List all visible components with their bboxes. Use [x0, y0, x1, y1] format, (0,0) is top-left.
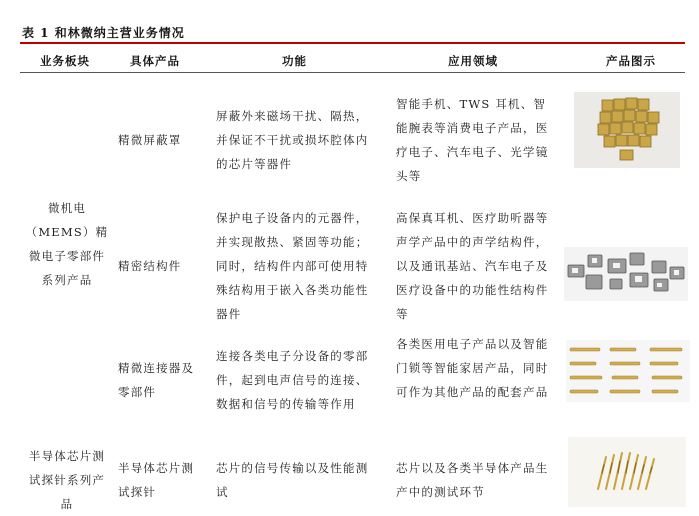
header-application: 应用领域	[448, 54, 498, 68]
row-3-application: 各类医用电子产品以及智能门锁等智能家居产品，同时可作为其他产品的配套产品	[396, 337, 549, 399]
row-2-function: 保护电子设备内的元器件，并实现散热、紧固等功能；同时，结构件内部可使用特殊结构用于嵌入各类功能性器件	[216, 211, 369, 321]
test-probes-photo	[568, 437, 686, 507]
shield-cover-photo	[574, 92, 680, 168]
header-function: 功能	[282, 54, 307, 68]
header-rule	[20, 72, 685, 73]
structural-parts-photo	[564, 247, 688, 301]
table-title: 表 1 和林微纳主营业务情况	[22, 26, 185, 40]
row-4-application: 芯片以及各类半导体产品生产中的测试环节	[396, 461, 549, 499]
row-1-application: 智能手机、TWS 耳机、智能腕表等消费电子产品，医疗电子、汽车电子、光学镜头等	[396, 97, 549, 183]
segment-probe: 半导体芯片测试探针系列产品	[28, 449, 106, 511]
row-1-function: 屏蔽外来磁场干扰、隔热，并保证不干扰或损坏腔体内的芯片等器件	[216, 109, 369, 171]
row-3-function: 连接各类电子分设备的零部件，起到电声信号的连接、数据和信号的传输等作用	[216, 349, 369, 411]
row-2-application: 高保真耳机、医疗助听器等声学产品中的声学结构件，以及通讯基站、汽车电子及医疗设备中的功能性结构件等	[396, 211, 549, 321]
header-product: 具体产品	[130, 54, 180, 68]
row-2-product: 精密结构件	[118, 259, 182, 273]
row-4-product: 半导体芯片测试探针	[118, 461, 195, 499]
connector-pins-photo	[566, 340, 690, 402]
row-4-function: 芯片的信号传输以及性能测试	[216, 461, 369, 499]
header-image: 产品图示	[606, 54, 656, 68]
segment-mems: 微机电（MEMS）精微电子零部件系列产品	[25, 201, 109, 287]
row-1-product: 精微屏蔽罩	[118, 133, 182, 147]
row-3-product: 精微连接器及零部件	[118, 361, 195, 399]
header-segment: 业务板块	[40, 54, 90, 68]
top-rule	[20, 42, 685, 44]
